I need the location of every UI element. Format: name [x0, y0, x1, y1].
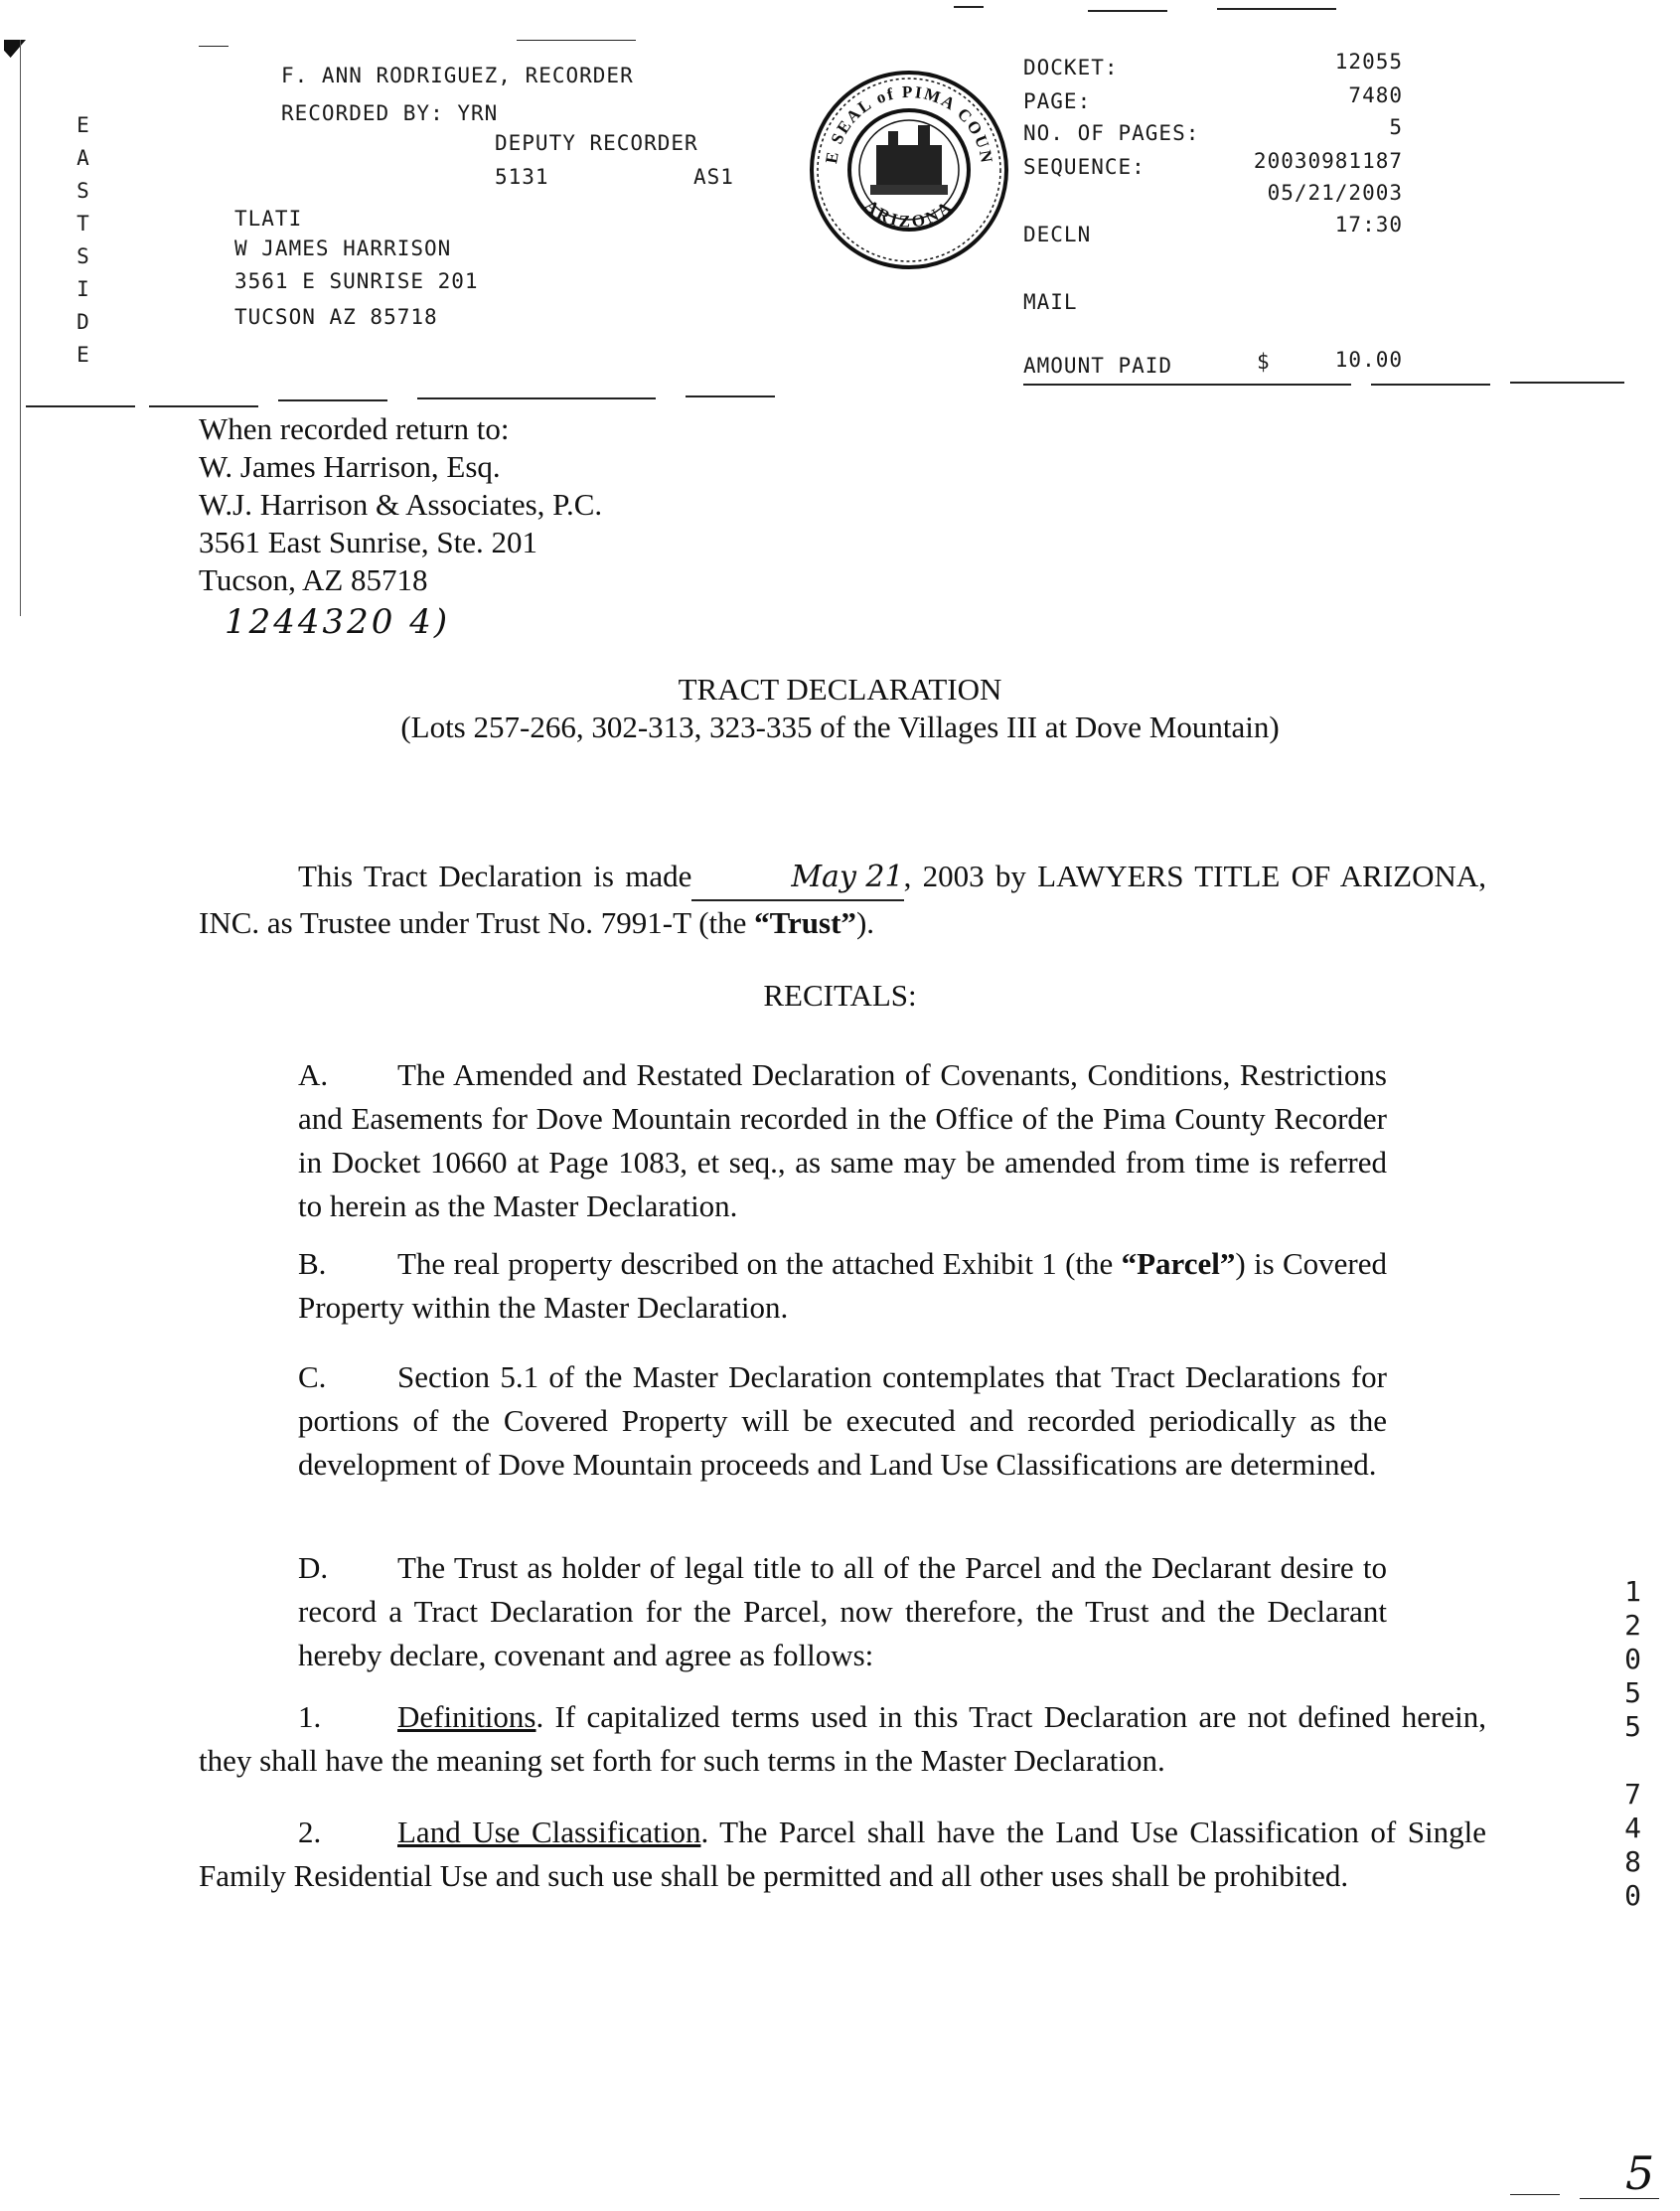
- page-number: 5: [1625, 2146, 1655, 2200]
- recital-c: [298, 1355, 1387, 1487]
- addressee-line: TLATI: [234, 207, 303, 231]
- eastside-vertical-label: E A S T S I D E: [76, 113, 90, 367]
- addressee-line: W JAMES HARRISON: [234, 237, 452, 260]
- page-value: 7480: [1348, 83, 1403, 107]
- recital-b: [298, 1242, 1387, 1330]
- intro-paragraph: [199, 855, 1486, 945]
- recital-text: The Amended and Restated Declaration of Covenants, Conditions, Restrictions and Easements for Dove Mountain recorded in the Office of the Pima County Recorder in Docket 10660 at Page 1083, et seq., as same may be amended from time is referred to herein as the Master Declaration.: [298, 1057, 1387, 1223]
- header-divider: [278, 399, 387, 401]
- document-title: TRACT DECLARATION: [678, 672, 1002, 707]
- left-edge-line: [20, 40, 21, 616]
- scan-mark: [954, 6, 984, 8]
- header-divider: [1371, 384, 1490, 386]
- margin-docket-page-stamp: 1 2 0 5 5 7 4 8 0: [1624, 1575, 1642, 1912]
- recital-label: C.: [298, 1359, 327, 1394]
- recital-text: The Trust as holder of legal title to all of the Parcel and the Declarant desire to record a Tract Declaration for the Parcel, now therefore, the Trust and the Declarant hereby declare, covenant and agree as follows:: [298, 1550, 1387, 1672]
- recital-label: A.: [298, 1057, 329, 1092]
- scan-mark: [1217, 8, 1336, 10]
- pages-value: 5: [1389, 115, 1403, 139]
- return-to-line: W. James Harrison, Esq.: [199, 449, 501, 484]
- addressee-line: TUCSON AZ 85718: [234, 305, 438, 329]
- recital-a: [298, 1053, 1387, 1228]
- deputy-recorder: DEPUTY RECORDER: [495, 131, 698, 155]
- recital-text: ) is Covered Property within the Master Declaration.: [298, 1246, 1387, 1325]
- scan-mark: [517, 40, 636, 41]
- seal-bottom-text: ARIZONA: [861, 196, 957, 232]
- section-text: . The Parcel shall have the Land Use Classification of Single Family Residential Use and such use shall be permitted and all other uses shall be prohibited.: [199, 1815, 1486, 1893]
- trust-defined-term: “Trust”: [754, 905, 856, 940]
- amount-label: AMOUNT PAID: [1023, 354, 1173, 378]
- recording-date: 05/21/2003: [1267, 181, 1403, 205]
- recorder-name: F. ANN RODRIGUEZ, RECORDER: [281, 64, 634, 87]
- recital-label: D.: [298, 1550, 329, 1585]
- header-divider: [686, 395, 775, 397]
- header-divider: [1510, 382, 1624, 384]
- recital-d: [298, 1546, 1387, 1677]
- pages-label: NO. OF PAGES:: [1023, 121, 1200, 145]
- recorder-code-as: AS1: [693, 165, 734, 189]
- section-heading: Land Use Classification: [397, 1815, 701, 1849]
- return-to-heading: When recorded return to:: [199, 411, 510, 446]
- header-divider: [417, 397, 656, 399]
- addressee-line: 3561 E SUNRISE 201: [234, 269, 479, 293]
- section-land-use: [199, 1811, 1486, 1898]
- handwritten-reference: 1244320 4): [225, 602, 451, 642]
- recorder-code-number: 5131: [495, 165, 549, 189]
- recording-time: 17:30: [1334, 213, 1403, 237]
- intro-text: ).: [855, 905, 875, 940]
- amount-value: 10.00: [1334, 348, 1403, 372]
- intro-text: This Tract Declaration is made: [298, 859, 692, 893]
- intro-text: , 2003 by LAWYERS TITLE OF ARIZONA, INC. as Trustee under Trust No. 7991-T (the: [199, 859, 1486, 940]
- docket-label: DOCKET:: [1023, 56, 1119, 79]
- mail-label: MAIL: [1023, 290, 1078, 314]
- recorded-by: RECORDED BY: YRN: [281, 101, 499, 125]
- document-subtitle: (Lots 257-266, 302-313, 323-335 of the Villages III at Dove Mountain): [400, 710, 1280, 744]
- section-heading: Definitions: [397, 1699, 536, 1734]
- sequence-value: 20030981187: [1253, 149, 1403, 173]
- scan-mark: [199, 46, 229, 47]
- section-definitions: [199, 1695, 1486, 1783]
- recital-text: The real property described on the attached Exhibit 1 (the: [397, 1246, 1122, 1281]
- parcel-defined-term: “Parcel”: [1121, 1246, 1236, 1281]
- section-number: 1.: [298, 1699, 322, 1734]
- section-text: . If capitalized terms used in this Tract Declaration are not defined herein, they shall have the meaning set forth for such terms in the Master Declaration.: [199, 1699, 1486, 1778]
- scan-mark: [1088, 10, 1167, 12]
- return-to-line: Tucson, AZ 85718: [199, 562, 428, 597]
- recitals-heading: RECITALS:: [763, 978, 917, 1013]
- document-type: DECLN: [1023, 223, 1092, 246]
- return-to-line: 3561 East Sunrise, Ste. 201: [199, 525, 537, 559]
- handwritten-date: May 21: [691, 856, 903, 901]
- page-label: PAGE:: [1023, 89, 1092, 113]
- county-seal: [807, 68, 1011, 272]
- header-divider: [26, 405, 135, 407]
- svg-text:ARIZONA: [861, 196, 957, 232]
- header-divider: [149, 405, 258, 407]
- return-to-line: W.J. Harrison & Associates, P.C.: [199, 487, 603, 522]
- section-number: 2.: [298, 1815, 322, 1849]
- recital-text: Section 5.1 of the Master Declaration contemplates that Tract Declarations for portions of the Covered Property will be executed and recorded periodically as the development of Dove Mountain proceeds and Land Use Classifications are determined.: [298, 1359, 1387, 1482]
- amount-currency: $: [1257, 350, 1271, 374]
- recital-label: B.: [298, 1246, 327, 1281]
- sequence-label: SEQUENCE:: [1023, 155, 1145, 179]
- seal-top-text: E SEAL of PIMA COUN: [822, 81, 996, 166]
- corner-mark: [4, 40, 26, 58]
- docket-value: 12055: [1334, 50, 1403, 74]
- footer-mark: [1580, 2198, 1659, 2199]
- header-divider: [1023, 384, 1351, 386]
- footer-mark: [1510, 2194, 1560, 2195]
